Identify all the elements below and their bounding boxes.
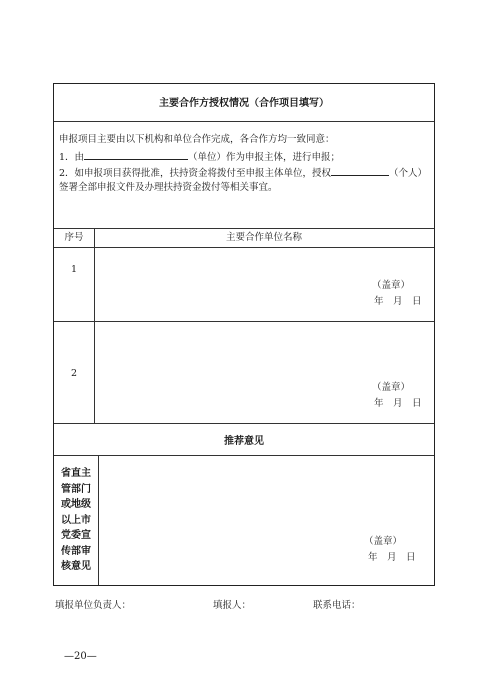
authorization-table	[53, 83, 435, 586]
unit-head-label: 填报单位负责人：	[55, 600, 132, 611]
intro-line-1: 申报项目主要由以下机构和单位合作完成，各合作方均一致同意：	[59, 134, 335, 145]
column-divider	[94, 228, 95, 423]
section-title: 主要合作方授权情况（合作项目填写）	[159, 98, 329, 109]
row-1-date: 年 月 日	[374, 296, 422, 307]
reviewer-label-line: 核意见	[61, 561, 91, 572]
recommend-title: 推荐意见	[224, 436, 264, 447]
intro-line-2	[59, 150, 340, 164]
divider	[54, 228, 434, 229]
header-serial-no: 序号	[64, 232, 84, 243]
intro-line-3	[59, 166, 427, 180]
intro-line-3-suffix: （个人）	[389, 168, 428, 179]
divider	[54, 321, 434, 322]
reviewer-label	[54, 466, 98, 575]
intro-line-2-suffix: （单位）作为申报主体，进行申报；	[188, 152, 341, 163]
page-number: —20—	[64, 651, 97, 662]
intro-line-2-prefix: 1．由	[59, 152, 85, 163]
phone-label: 联系电话：	[313, 600, 361, 611]
recommend-date: 年 月 日	[368, 552, 416, 563]
header-partner-name: 主要合作单位名称	[225, 232, 302, 243]
row-2-date: 年 月 日	[374, 398, 422, 409]
reviewer-label-line: 党委宣	[61, 530, 91, 541]
row-2-number: 2	[70, 368, 78, 379]
divider	[54, 423, 434, 424]
filler-label: 填报人：	[213, 600, 252, 611]
intro-line-3-prefix: 2．如申报项目获得批准，扶持资金将拨付至申报主体单位，授权	[59, 168, 332, 179]
row-1-number: 1	[70, 264, 78, 275]
row-1-seal: （盖章）	[372, 280, 411, 291]
intro-line-4: 签署全部申报文件及办理扶持资金拨付等相关事宜。	[59, 182, 278, 193]
reviewer-label-line: 传部审	[61, 545, 91, 557]
reviewer-label-line: 以上市	[61, 514, 91, 526]
divider	[54, 247, 434, 248]
divider	[54, 455, 434, 456]
column-divider	[98, 455, 99, 585]
reviewer-label-line: 管部门	[61, 483, 91, 495]
recommend-seal: （盖章）	[364, 536, 403, 547]
reviewer-label-line: 省直主	[61, 468, 91, 479]
reviewer-label-line: 或地级	[61, 499, 91, 510]
row-2-seal: （盖章）	[372, 382, 411, 393]
divider	[54, 121, 434, 122]
person-blank-field[interactable]	[331, 166, 389, 176]
unit-blank-field[interactable]	[84, 150, 188, 160]
